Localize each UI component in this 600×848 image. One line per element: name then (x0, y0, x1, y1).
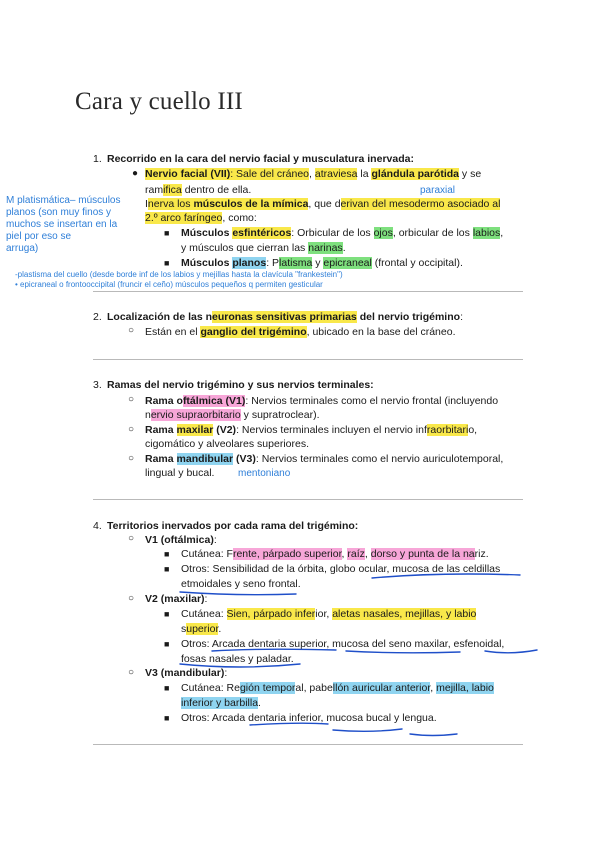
s1-text: la (357, 168, 372, 180)
s4-text: . (258, 697, 261, 709)
hl-ramifica: ifica (163, 184, 182, 196)
hl-ojos: ojos (373, 227, 393, 239)
s1-text: ram (145, 184, 164, 196)
underline-seno-maxilar (346, 651, 460, 653)
s1-text: I (145, 198, 148, 210)
s4-text: s (181, 623, 187, 635)
s4-text: , (364, 548, 371, 560)
s4-text: , (430, 682, 437, 694)
hl-pabellon: llón auricular anterior (332, 682, 431, 694)
s4-text: ior, (315, 608, 333, 620)
s4-text: Cutánea: (181, 608, 227, 620)
section-4-number: 4. (93, 520, 102, 532)
s3-text: : Nervios terminales como el nervio auriculotemporal, (255, 453, 504, 465)
s3-text: lingual y bucal. (145, 467, 215, 479)
bullet-hollow-icon: ○ (128, 453, 135, 464)
bullet-hollow-icon: ○ (128, 325, 135, 336)
s1-text: : P (266, 257, 280, 269)
hl-region-temporal: gión tempor (239, 682, 296, 694)
hl-infraorbitario: raorbitari (426, 424, 469, 436)
s4-text: , (341, 548, 348, 560)
hl-sale-craneo: : Sale del cráneo (230, 168, 310, 180)
s3-text: y supratroclear). (240, 409, 320, 421)
s4-v3-otros: Otros: Arcada dentaria inferior, mucosa bucal y lengua. (181, 712, 437, 724)
hl-supraorbitario: ervio supraorbitario (150, 409, 241, 421)
hl-epicraneal: epicraneal (323, 257, 372, 269)
hl-platisma: latisma (279, 257, 313, 269)
s4-text: : (204, 593, 208, 605)
s2-text: , ubicado en la base del cráneo. (306, 326, 456, 338)
s3-text: : (245, 395, 252, 407)
s3-text: (V3) (233, 453, 256, 465)
hl-esfintericos: esfintéricos (232, 227, 292, 239)
s1-text: , como: (222, 212, 257, 224)
hl-planos: planos (232, 257, 267, 269)
hl-arco-faringeo: 2.º arco faríngeo (145, 212, 223, 224)
s1-text: , que d (308, 198, 341, 210)
section-1-title: Recorrido en la cara del nervio facial y musculatura inervada: (107, 153, 414, 165)
bullet-square-icon: ■ (164, 639, 170, 649)
bullet-square-icon: ■ (164, 228, 170, 238)
bullet-square-icon: ■ (164, 549, 170, 559)
s1-text: Músculos (181, 257, 233, 269)
note-platisma-2: planos (son muy finos y (6, 207, 112, 218)
s1-text: : Orbicular de los (291, 227, 374, 239)
section-3-number: 3. (93, 379, 102, 391)
s1-text: Músculos (181, 227, 233, 239)
hl-oftalmica: ftálmica (V1) (182, 395, 246, 407)
underline-dentaria-inf (250, 723, 328, 725)
section-2-number: 2. (93, 311, 102, 323)
bullet-hollow-icon: ○ (128, 593, 135, 604)
hl-narinas: narinas (308, 242, 343, 254)
hl-mandibular: mandibular (176, 453, 234, 465)
s4-text: : (224, 667, 228, 679)
s3-text: Rama (145, 453, 177, 465)
s1-text: y se (459, 168, 482, 180)
s1-text: dentro de ella. (181, 184, 252, 196)
hl-aletas: aletas nasales, mejillas, y labio (332, 608, 477, 620)
s4-v2-otros-b: fosas nasales y paladar. (181, 653, 294, 665)
note-epicraneal: • epicraneal o frontooccipital (fruncir el ceño) músculos pequeños q permiten gesticular (15, 280, 323, 289)
hl-frente: rente, párpado superior (232, 548, 342, 560)
bullet-square-icon: ■ (164, 609, 170, 619)
hl-maxilar: maxilar (176, 424, 214, 436)
s4-text: . (218, 623, 222, 635)
note-mentoniano: mentoniano (238, 468, 291, 479)
s3-text: : Nervios terminales incluyen el nervio inf (236, 424, 427, 436)
underline-celdillas (372, 574, 520, 578)
s2-text: Están en el (145, 326, 201, 338)
section-2-title: del nervio trigémino (356, 311, 461, 323)
note-platisma-3: muchos se insertan en la (6, 219, 118, 230)
hl-atraviesa: atraviesa (314, 168, 358, 180)
hl-nervio-facial: Nervio facial (VII) (145, 168, 231, 180)
hl-labios: labios (472, 227, 501, 239)
s1-text: , orbicular de los (392, 227, 473, 239)
hl-dorso: dorso y punta de la na (370, 548, 475, 560)
note-paraxial: paraxial (420, 185, 456, 196)
s4-v1-otros-b: etmoidales y seno frontal. (181, 578, 301, 590)
s4-text: Cutánea: F (181, 548, 233, 560)
bullet-square-icon: ■ (164, 683, 170, 693)
bullet-square-icon: ■ (164, 258, 170, 268)
s4-text: riz. (474, 548, 489, 560)
underline-arcada-sup (212, 649, 336, 651)
s4-v1-label: V1 (oftálmica) (145, 534, 214, 546)
hl-inferior-barbilla: inferior y barbilla (181, 697, 259, 709)
underline-mucosa-bucal (333, 729, 402, 731)
bullet-hollow-icon: ○ (128, 424, 135, 435)
hl-ganglio: ganglio del trigémino (200, 326, 307, 338)
underline-etmoidales (180, 592, 296, 595)
section-2-title: Localización de las n (107, 311, 213, 323)
s3-text: Rama (145, 424, 177, 436)
hl-neuronas: euronas sensitivas primarias (212, 311, 357, 323)
page-title: Cara y cuello III (75, 88, 243, 115)
s4-text: Cutánea: Re (181, 682, 240, 694)
s3-text: (V2) (213, 424, 237, 436)
s4-v2-label: V2 (maxilar) (145, 593, 205, 605)
s1-text: y (312, 257, 324, 269)
s4-v1-otros: Otros: Sensibilidad de la órbita, globo ocular, mucosa de las celdillas (181, 563, 501, 575)
s3-text: Nervios terminales como el nervio frontal (incluyendo (251, 395, 499, 407)
bullet-square-icon: ■ (164, 713, 170, 723)
hl-superior: uperior (186, 623, 219, 635)
note-platisma-4: piel por eso se (6, 231, 72, 242)
s3-text: n (145, 409, 151, 421)
section-3-title: Ramas del nervio trigémino y sus nervios terminales: (107, 379, 374, 391)
hl-mesodermo: erivan del mesodermo asociado al (340, 198, 501, 210)
bullet-square-icon: ■ (164, 564, 170, 574)
hl-mimica: músculos de la mímica (193, 198, 309, 210)
bullet-hollow-icon: ○ (128, 533, 135, 544)
s3-text: Rama o (145, 395, 183, 407)
s4-text: : (213, 534, 217, 546)
s1-text: , (309, 168, 315, 180)
hl-parotida: glándula parótida (371, 168, 459, 180)
section-2-title: : (460, 311, 463, 323)
bullet-filled-icon: ● (132, 168, 139, 179)
section-1-number: 1. (93, 153, 102, 165)
hl-raiz: raíz (347, 548, 365, 560)
s1-text: y músculos que cierran las (181, 242, 309, 254)
note-platisma-cuello: -plastisma del cuello (desde borde inf de los labios y mejillas hasta la clavícula "frankestein") (15, 270, 343, 279)
hl-sien: Sien, párpado infer (226, 608, 316, 620)
note-platisma-5: arruga) (6, 243, 39, 254)
s1-text: . (342, 242, 346, 254)
s4-v2-otros: Otros: Arcada dentaria superior, mucosa del seno maxilar, esfenoidal, (181, 638, 505, 650)
note-platisma-1: M platismática– músculos (6, 195, 121, 206)
s4-v3-label: V3 (mandibular) (145, 667, 225, 679)
bullet-hollow-icon: ○ (128, 667, 135, 678)
underline-fosas (180, 664, 300, 667)
hl-inerva: nerva los (147, 198, 194, 210)
s4-text: al, pabe (295, 682, 333, 694)
hl-mejilla: mejilla, labio (436, 682, 494, 694)
s1-text: , (500, 227, 504, 239)
section-4-title: Territorios inervados por cada rama del trigémino: (107, 520, 359, 532)
underline-lengua (410, 734, 457, 736)
s3-text: cigomático y alveolares superiores. (145, 438, 309, 450)
bullet-hollow-icon: ○ (128, 394, 135, 405)
underline-esfenoidal (485, 650, 537, 653)
s1-text: (frontal y occipital). (371, 257, 463, 269)
s3-text: o, (468, 424, 478, 436)
